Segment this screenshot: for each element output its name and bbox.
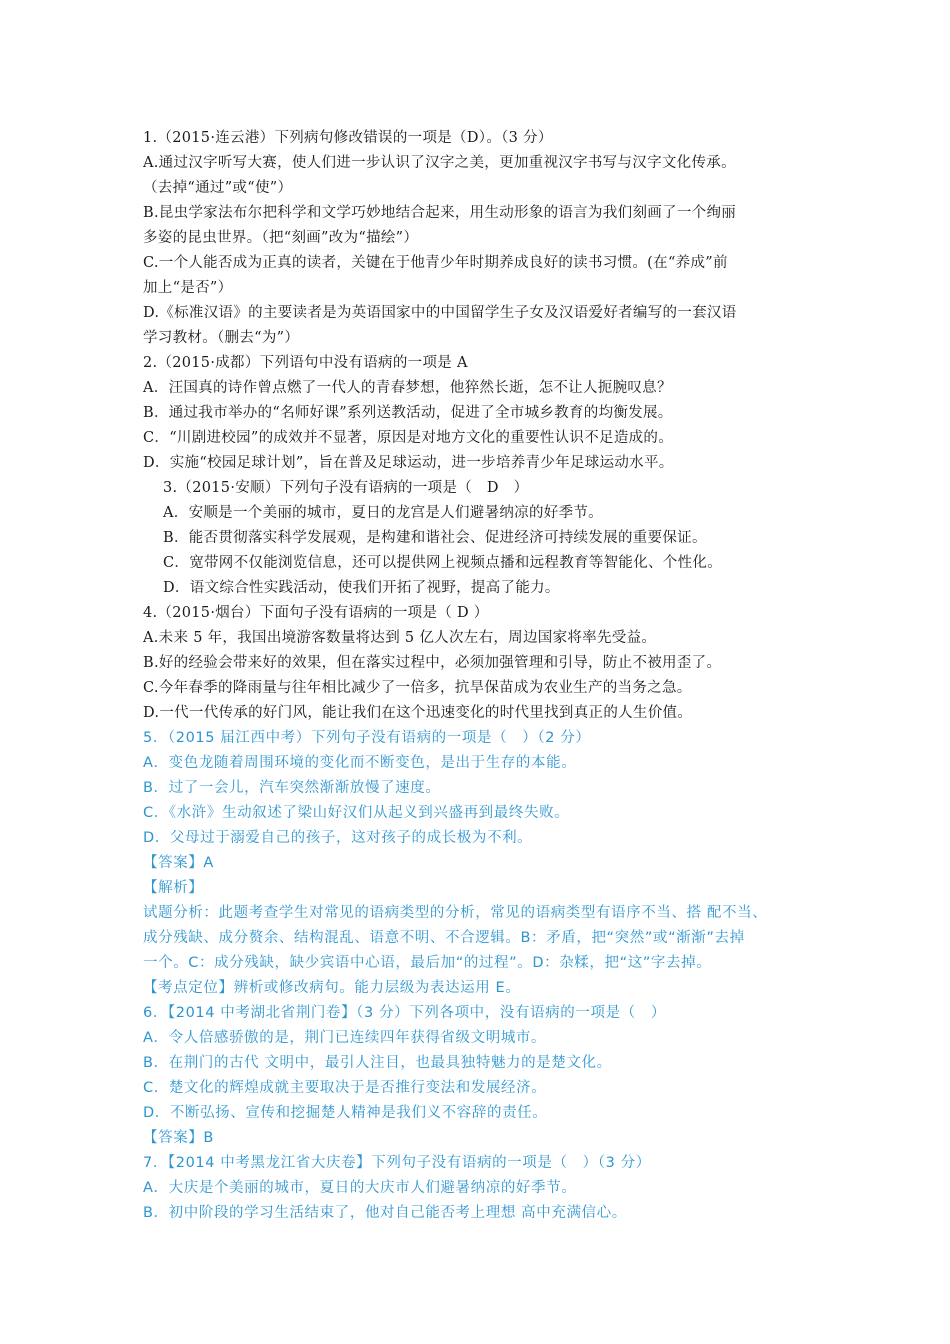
text-line: 加上“是否”） [143,280,233,296]
text-line: A．大庆是个美丽的城市，夏日的大庆市人们避暑纳凉的好季节。 [143,1180,577,1196]
text-line: C．“川剧进校园”的成效并不显著，原因是对地方文化的重要性认识不足造成的。 [143,430,674,446]
text-line: A.未来 5 年，我国出境游客数量将达到 5 亿人次左右，周边国家将率先受益。 [143,630,657,646]
text-line: C.一个人能否成为正真的读者，关键在于他青少年时期养成良好的读书习惯。(在“养成”前 [143,255,728,271]
text-line: D．实施“校园足球计划”，旨在普及足球运动，进一步培养青少年足球运动水平。 [143,455,674,471]
text-line: C．楚文化的辉煌成就主要取决于是否推行变法和发展经济。 [143,1080,547,1096]
text-line: B．过了一会儿，汽车突然渐渐放慢了速度。 [143,780,441,796]
text-line: B.昆虫学家法布尔把科学和文学巧妙地结合起来，用生动形象的语言为我们刻画了一个绚丽 [143,205,737,221]
text-line: 2.（2015·成都）下列语句中没有语病的一项是 A [143,355,468,371]
document-page [143,126,833,1226]
text-line: 学习教材。（删去“为”） [143,330,300,346]
text-line: 【解析】 [143,880,204,896]
text-line: D.《标准汉语》的主要读者是为英语国家中的中国留学生子女及汉语爱好者编写的一套汉语 [143,305,737,321]
text-line: B．在荆门的古代 文明中，最引人注目，也最具独特魅力的是楚文化。 [143,1055,612,1071]
text-line: 5．（2015 届江西中考）下列句子没有语病的一项是（ ）（2 分） [143,730,591,746]
text-line: D.一代一代传承的好门风，能让我们在这个迅速变化的时代里找到真正的人生价值。 [143,705,693,721]
text-line: 【答案】A [143,855,214,871]
text-line: A．令人倍感骄傲的是，荆门已连续四年获得省级文明城市。 [143,1030,547,1046]
text-line: 【答案】B [143,1130,214,1146]
text-line: D．父母过于溺爱自己的孩子，这对孩子的成长极为不利。 [143,830,533,846]
text-line: B．通过我市举办的“名师好课”系列送教活动，促进了全市城乡教育的均衡发展。 [143,405,673,421]
text-line: 4.（2015·烟台）下面句子没有语病的一项是（ D ） [143,605,489,621]
text-line: 多姿的昆虫世界。（把“刻画”改为“描绘”） [143,230,419,246]
text-line: （去掉“通过”或“使”） [143,180,293,196]
text-line: A．安顺是一个美丽的城市，夏日的龙宫是人们避暑纳凉的好季节。 [163,505,603,521]
text-line: 6．【2014 中考湖北省荆门卷】（3 分）下列各项中，没有语病的一项是（ ） [143,1005,666,1021]
text-line: 【考点定位】辨析或修改病句。能力层级为表达运用 E。 [143,980,521,996]
text-line: 7．【2014 中考黑龙江省大庆卷】下列句子没有语病的一项是（ ）（3 分） [143,1155,651,1171]
text-line: A．汪国真的诗作曾点燃了一代人的青春梦想，他猝然长逝，怎不让人扼腕叹息？ [143,380,672,396]
text-line: D．语文综合性实践活动，使我们开拓了视野，提高了能力。 [163,580,560,596]
text-line: A.通过汉字听写大赛，使人们进一步认识了汉字之美，更加重视汉字书写与汉字文化传承。 [143,155,736,171]
text-line: C．《水浒》生动叙述了梁山好汉们从起义到兴盛再到最终失败。 [143,805,570,821]
text-line: 试题分析：此题考查学生对常见的语病类型的分析，常见的语病类型有语序不当、搭 配不当、 [143,905,768,921]
text-line: B．能否贯彻落实科学发展观，是构建和谐社会、促进经济可持续发展的重要保证。 [163,530,707,546]
text-line: 成分残缺、成分赘余、结构混乱、语意不明、不合逻辑。B：矛盾，把“突然”或“渐渐”去掉 [143,930,745,946]
text-line: C.今年春季的降雨量与往年相比减少了一倍多，抗旱保苗成为农业生产的当务之急。 [143,680,692,696]
text-line: B.好的经验会带来好的效果，但在落实过程中，必须加强管理和引导，防止不被用歪了。 [143,655,722,671]
text-line: D．不断弘扬、宣传和挖掘楚人精神是我们义不容辞的责任。 [143,1105,548,1121]
text-line: B．初中阶段的学习生活结束了，他对自己能否考上理想 高中充满信心。 [143,1205,627,1221]
text-line: 一个。C：成分残缺，缺少宾语中心语，最后加“的过程”。D：杂糅，把“这”字去掉。 [143,955,712,971]
text-line: A．变色龙随着周围环境的变化而不断变色，是出于生存的本能。 [143,755,577,771]
text-line: 1.（2015·连云港）下列病句修改错误的一项是（D）。（3 分） [143,130,553,146]
text-line: 3.（2015·安顺）下列句子没有语病的一项是（ D ） [163,480,529,496]
text-line: C．宽带网不仅能浏览信息，还可以提供网上视频点播和远程教育等智能化、个性化。 [163,555,722,571]
